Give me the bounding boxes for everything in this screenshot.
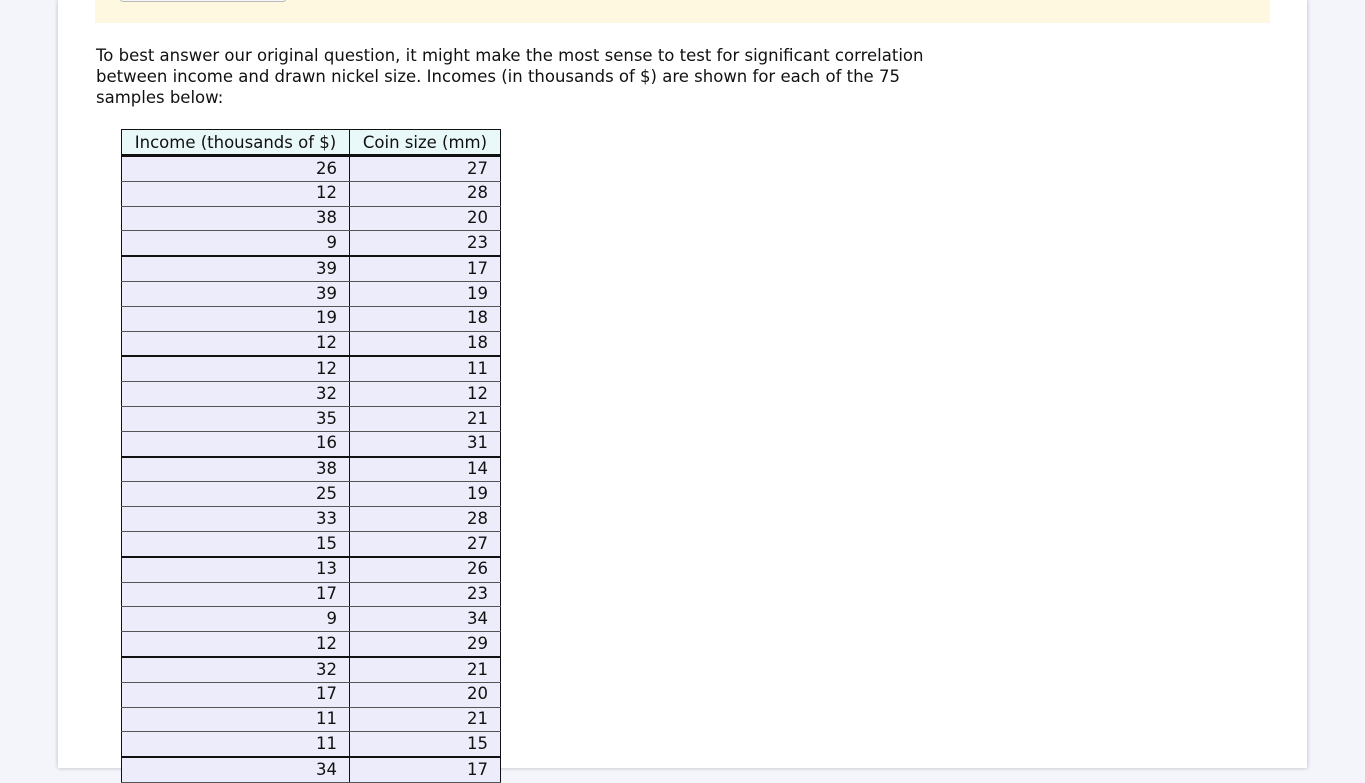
table-row <box>122 281 501 306</box>
table-row <box>122 707 501 732</box>
table-row <box>122 531 501 556</box>
coin-size-cell: 21 <box>350 657 501 682</box>
table-row <box>122 457 501 482</box>
table-row <box>122 557 501 582</box>
table-row <box>122 331 501 356</box>
income-cell: 12 <box>122 356 350 381</box>
table-row <box>122 657 501 682</box>
income-cell: 12 <box>122 632 350 657</box>
income-cell: 13 <box>122 557 350 582</box>
income-cell: 39 <box>122 256 350 281</box>
table-row <box>122 406 501 431</box>
income-cell: 39 <box>122 281 350 306</box>
table-header-row <box>122 130 501 156</box>
income-cell: 32 <box>122 657 350 682</box>
coin-size-cell: 21 <box>350 707 501 732</box>
coin-size-cell: 27 <box>350 156 501 182</box>
coin-size-cell: 28 <box>350 507 501 532</box>
table-row <box>122 382 501 407</box>
coin-size-cell: 29 <box>350 632 501 657</box>
income-cell: 9 <box>122 231 350 256</box>
coin-size-cell: 17 <box>350 757 501 782</box>
table-row <box>122 306 501 331</box>
coin-size-cell: 21 <box>350 406 501 431</box>
income-cell: 35 <box>122 406 350 431</box>
income-cell: 38 <box>122 457 350 482</box>
coin-size-cell: 11 <box>350 356 501 381</box>
income-cell: 34 <box>122 757 350 782</box>
table-row <box>122 356 501 381</box>
coin-size-cell: 19 <box>350 281 501 306</box>
table-row <box>122 181 501 206</box>
table-row <box>122 482 501 507</box>
income-cell: 15 <box>122 531 350 556</box>
coin-size-cell: 28 <box>350 181 501 206</box>
coin-size-cell: 18 <box>350 331 501 356</box>
coin-size-cell: 20 <box>350 682 501 707</box>
coin-size-cell: 14 <box>350 457 501 482</box>
income-coin-table <box>121 129 501 783</box>
table-row <box>122 431 501 456</box>
coin-size-cell: 15 <box>350 732 501 757</box>
table-row <box>122 256 501 281</box>
income-cell: 11 <box>122 707 350 732</box>
table-row <box>122 156 501 182</box>
table-row <box>122 582 501 607</box>
income-cell: 26 <box>122 156 350 182</box>
coin-size-cell: 23 <box>350 582 501 607</box>
table-row <box>122 757 501 782</box>
income-cell: 33 <box>122 507 350 532</box>
coin-size-cell: 12 <box>350 382 501 407</box>
income-cell: 17 <box>122 682 350 707</box>
coin-size-cell: 31 <box>350 431 501 456</box>
income-cell: 25 <box>122 482 350 507</box>
income-cell: 19 <box>122 306 350 331</box>
income-cell: 12 <box>122 181 350 206</box>
table-row <box>122 206 501 231</box>
answer-input[interactable] <box>120 0 286 2</box>
table-row <box>122 507 501 532</box>
coin-size-cell: 27 <box>350 531 501 556</box>
previous-answer-box <box>95 0 1270 23</box>
table-row <box>122 732 501 757</box>
income-cell: 17 <box>122 582 350 607</box>
income-cell: 38 <box>122 206 350 231</box>
income-header: Income (thousands of $) <box>122 130 350 156</box>
coin-size-cell: 17 <box>350 256 501 281</box>
income-cell: 9 <box>122 607 350 632</box>
table-row <box>122 231 501 256</box>
income-cell: 32 <box>122 382 350 407</box>
income-cell: 11 <box>122 732 350 757</box>
coin-size-cell: 26 <box>350 557 501 582</box>
table-row <box>122 632 501 657</box>
table-row <box>122 682 501 707</box>
page-content <box>58 0 1307 779</box>
table-row <box>122 607 501 632</box>
coin-size-header: Coin size (mm) <box>350 130 501 156</box>
coin-size-cell: 19 <box>350 482 501 507</box>
coin-size-cell: 20 <box>350 206 501 231</box>
income-cell: 16 <box>122 431 350 456</box>
coin-size-cell: 34 <box>350 607 501 632</box>
coin-size-cell: 18 <box>350 306 501 331</box>
intro-paragraph: To best answer our original question, it might make the most sense to test for significant correlation between income and drawn nickel size. Incomes (in thousands of $) are shown for each of the 75 samples below: <box>96 46 924 107</box>
income-cell: 12 <box>122 331 350 356</box>
coin-size-cell: 23 <box>350 231 501 256</box>
